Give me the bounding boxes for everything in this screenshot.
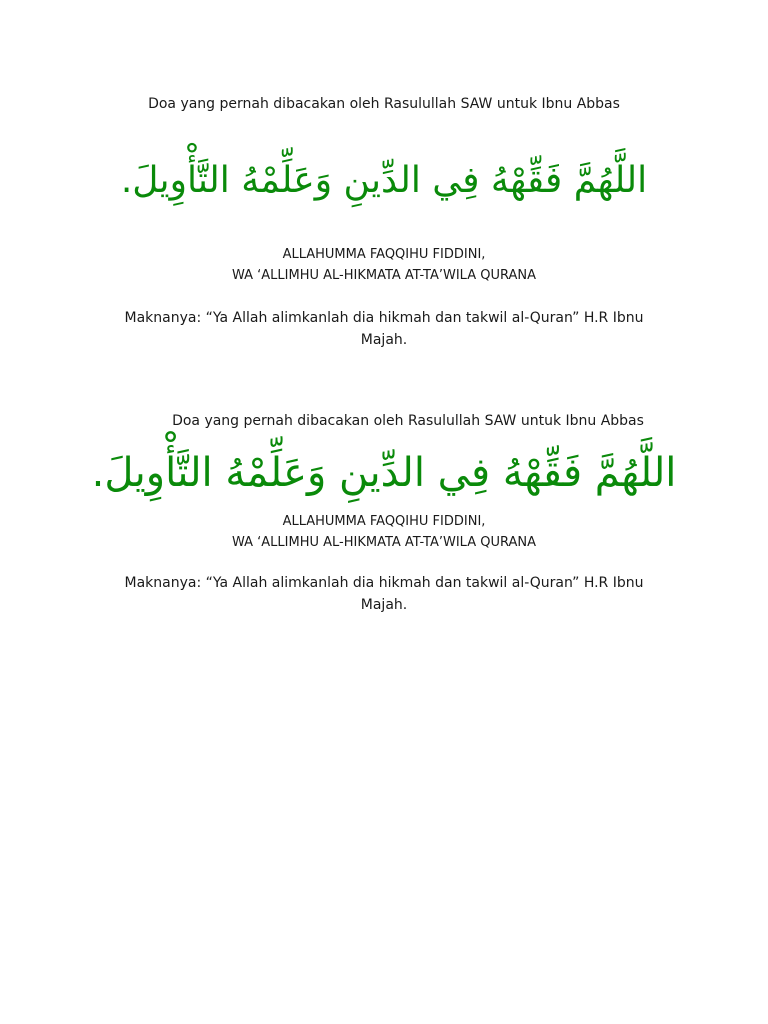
section1-transliteration	[0, 244, 768, 286]
section2-translit-line2: WA ‘ALLIMHU AL-HIKMATA AT-TA’WILA QURANA	[231, 535, 537, 550]
section1-translit-line1: ALLAHUMMA FAQQIHU FIDDINI,	[282, 247, 486, 262]
section1-meaning: Maknanya: “Ya Allah alimkanlah dia hikmah dan takwil al-Quran” H.R Ibnu Majah.	[124, 310, 644, 348]
section2-translit-line1: ALLAHUMMA FAQQIHU FIDDINI,	[282, 514, 486, 529]
section2-transliteration	[0, 511, 768, 553]
section2-heading: Doa yang pernah dibacakan oleh Rasulullah SAW untuk Ibnu Abbas	[172, 413, 644, 429]
section1-translit-line2: WA ‘ALLIMHU AL-HIKMATA AT-TA’WILA QURANA	[231, 268, 537, 283]
section1-heading: Doa yang pernah dibacakan oleh Rasulullah SAW untuk Ibnu Abbas	[148, 96, 620, 112]
section1-arabic-prayer: اللَّهُمَّ فَقِّهْهُ فِي الدِّينِ وَعَلِّمْهُ التَّأْوِيلَ.	[120, 160, 648, 201]
section2-meaning: Maknanya: “Ya Allah alimkanlah dia hikmah dan takwil al-Quran” H.R Ibnu Majah.	[124, 575, 644, 613]
section2-arabic-prayer: اللَّهُمَّ فَقِّهْهُ فِي الدِّينِ وَعَلِّمْهُ التَّأْوِيلَ.	[91, 450, 677, 496]
